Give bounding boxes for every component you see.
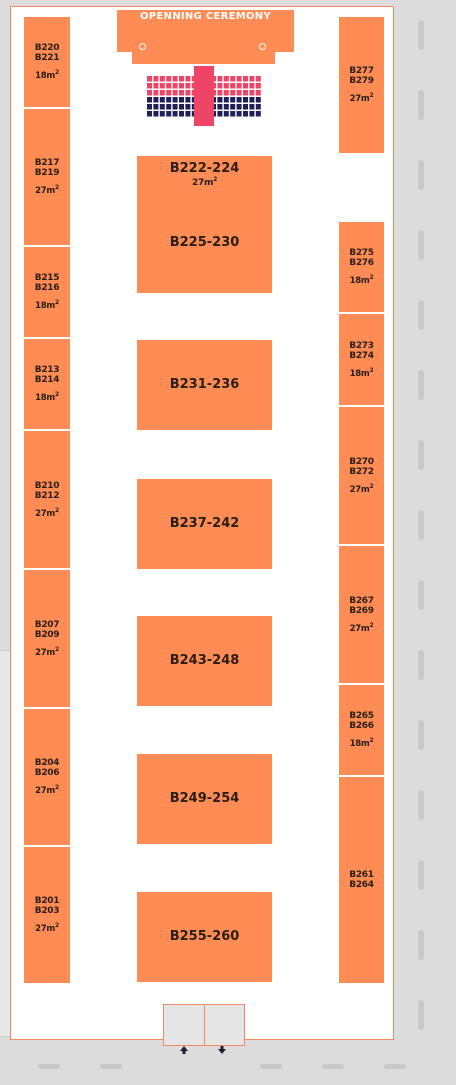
seat [256, 111, 261, 117]
booth-label: B255-260 [169, 929, 240, 944]
seat [173, 104, 178, 110]
seat [230, 104, 235, 110]
seat [185, 111, 190, 117]
stage-step [132, 52, 275, 64]
door-divider [204, 1005, 205, 1045]
booth-area: $18m^2$ [349, 366, 374, 379]
road-dash [418, 90, 424, 120]
seat [230, 76, 235, 82]
road-dash [418, 720, 424, 750]
road-dash [418, 440, 424, 470]
booth-b275-b276[interactable] [339, 222, 384, 312]
seat [217, 83, 222, 89]
road-dash [418, 580, 424, 610]
seat [185, 97, 190, 103]
booth-label: B249-254 [169, 791, 240, 806]
seat [166, 90, 171, 96]
seat [160, 97, 165, 103]
seat [217, 111, 222, 117]
seat [179, 111, 184, 117]
booth-label: B237-242 [169, 516, 240, 531]
arrow-up-icon [180, 1046, 188, 1054]
seat [224, 97, 229, 103]
booth-area: $27m^2$ [349, 92, 374, 104]
booth-b231-236[interactable] [137, 340, 272, 430]
seat [160, 90, 165, 96]
booth-area: $18m^2$ [35, 299, 59, 311]
seat [173, 90, 178, 96]
seat [243, 90, 248, 96]
seat [217, 76, 222, 82]
road-dash [322, 1064, 344, 1069]
seat [153, 111, 158, 117]
booth-b215-b216[interactable] [24, 247, 70, 337]
seat [153, 83, 158, 89]
booth-label: B267 B269 [349, 595, 374, 616]
booth-b204-b206[interactable] [24, 709, 70, 845]
seat [153, 76, 158, 82]
seat [237, 83, 242, 89]
seat [237, 104, 242, 110]
stage-light-icon [139, 43, 146, 50]
seat [179, 76, 184, 82]
seat [147, 111, 152, 117]
seat [256, 76, 261, 82]
booth-area: $27m^2$ [349, 621, 374, 634]
road-dash [418, 20, 424, 50]
booth-label: B270 B272 [349, 456, 374, 477]
booth-area: $27m^2$ [35, 645, 59, 658]
booth-b207-b209[interactable] [24, 570, 70, 707]
seat [224, 111, 229, 117]
seat [147, 104, 152, 110]
booth-label: B275 B276 [349, 248, 374, 269]
booth-label: B217 B219 [34, 158, 60, 179]
seat [224, 76, 229, 82]
road-dash [418, 510, 424, 540]
seat [147, 83, 152, 89]
booth-label: B213 B214 [34, 365, 60, 386]
seat [217, 97, 222, 103]
booth-area: $27m^2$ [349, 482, 374, 495]
center-aisle [194, 66, 214, 126]
booth-label: B207 B209 [34, 619, 60, 640]
booth-label: B273 B274 [349, 340, 374, 361]
seat [230, 83, 235, 89]
seat [249, 104, 254, 110]
seat [230, 111, 235, 117]
booth-b277-b279[interactable] [339, 17, 384, 153]
booth-b261-b264[interactable] [339, 777, 384, 983]
booth-label: B261 B264 [349, 870, 374, 890]
booth-area: $27m^2$ [35, 784, 59, 796]
seat [166, 83, 171, 89]
booth-area: $27m^2$ [35, 184, 59, 196]
seat [243, 97, 248, 103]
seat [179, 104, 184, 110]
booth-label: B220 B221 [34, 43, 60, 64]
road-dash [418, 790, 424, 820]
seat [249, 76, 254, 82]
seat [160, 83, 165, 89]
booth-b273-b274[interactable] [339, 314, 384, 405]
seat [256, 104, 261, 110]
seat [185, 90, 190, 96]
seat [224, 83, 229, 89]
booth-label: B225-230 [169, 235, 240, 250]
seat [249, 111, 254, 117]
seat [166, 104, 171, 110]
seat [185, 104, 190, 110]
road-dash [100, 1064, 122, 1069]
booth-b237-242[interactable] [137, 479, 272, 569]
seat [224, 104, 229, 110]
seat [185, 76, 190, 82]
road-dash [260, 1064, 282, 1069]
booth-area: $18m^2$ [35, 391, 59, 403]
booth-b255-260[interactable] [137, 892, 272, 982]
seat [147, 90, 152, 96]
seat [166, 76, 171, 82]
booth-label: B265 B266 [349, 711, 374, 732]
booth-area: $27m^2$ [35, 506, 59, 519]
booth-b222-224[interactable] [137, 156, 272, 202]
booth-b217-b219[interactable] [24, 109, 70, 245]
booth-b249-254[interactable] [137, 754, 272, 844]
seat [237, 111, 242, 117]
stage-label: OPENNING CEREMONY [139, 11, 272, 22]
seat [160, 104, 165, 110]
booth-b267-b269[interactable] [339, 546, 384, 683]
road-dash [418, 230, 424, 260]
seat [153, 90, 158, 96]
seat [185, 83, 190, 89]
booth-b225-230[interactable] [137, 202, 272, 293]
booth-area: $27m^2$ [35, 922, 59, 934]
seat [243, 104, 248, 110]
booth-b201-b203[interactable] [24, 847, 70, 983]
seat [256, 83, 261, 89]
booth-b270-b272[interactable] [339, 407, 384, 544]
seat [173, 111, 178, 117]
road-dash [384, 1064, 406, 1069]
booth-label: B201 B203 [34, 896, 60, 917]
seat [153, 104, 158, 110]
seat [243, 83, 248, 89]
seat [173, 83, 178, 89]
seat [224, 90, 229, 96]
seat [179, 90, 184, 96]
booth-label: B204 B206 [34, 758, 60, 779]
seat [243, 76, 248, 82]
road-dash [418, 650, 424, 680]
booth-b213-b214[interactable] [24, 339, 70, 429]
seat [230, 97, 235, 103]
entrance-doors[interactable] [163, 1004, 245, 1046]
seat [230, 90, 235, 96]
seat [217, 104, 222, 110]
seat [249, 97, 254, 103]
road-dash [418, 930, 424, 960]
seat [256, 97, 261, 103]
seat [243, 111, 248, 117]
seat [147, 97, 152, 103]
booth-area: $18m^2$ [349, 274, 374, 286]
booth-label: B210 B212 [34, 480, 60, 501]
booth-label: B243-248 [169, 653, 240, 668]
booth-b243-248[interactable] [137, 616, 272, 706]
ceremony-stage[interactable] [117, 10, 294, 52]
seat [173, 97, 178, 103]
stage-light-icon [259, 43, 266, 50]
booth-label: B215 B216 [34, 273, 60, 294]
seat [256, 90, 261, 96]
booth-b265-b266[interactable] [339, 685, 384, 775]
booth-area: $18m^2$ [349, 737, 374, 749]
seat [249, 83, 254, 89]
seat [173, 76, 178, 82]
seat [160, 76, 165, 82]
booth-b220-b221[interactable] [24, 17, 70, 107]
booth-label: B277 B279 [349, 66, 374, 87]
seat [237, 97, 242, 103]
seat [160, 111, 165, 117]
booth-area: $27m^2$ [192, 176, 217, 188]
booth-area: $18m^2$ [35, 69, 59, 81]
road-dash [418, 370, 424, 400]
booth-b210-b212[interactable] [24, 431, 70, 568]
seat [179, 97, 184, 103]
booth-label: B231-236 [169, 377, 240, 392]
road-dash [418, 1000, 424, 1030]
seat [147, 76, 152, 82]
road-dash [418, 300, 424, 330]
seat [249, 90, 254, 96]
seat [166, 111, 171, 117]
seat [217, 90, 222, 96]
seat [237, 90, 242, 96]
seat [153, 97, 158, 103]
road-dash [418, 860, 424, 890]
road-dash [38, 1064, 60, 1069]
seat [179, 83, 184, 89]
seat [166, 97, 171, 103]
road-dash [418, 160, 424, 190]
seat [237, 76, 242, 82]
arrow-down-icon [218, 1046, 226, 1054]
booth-label: B222-224 [169, 161, 240, 176]
